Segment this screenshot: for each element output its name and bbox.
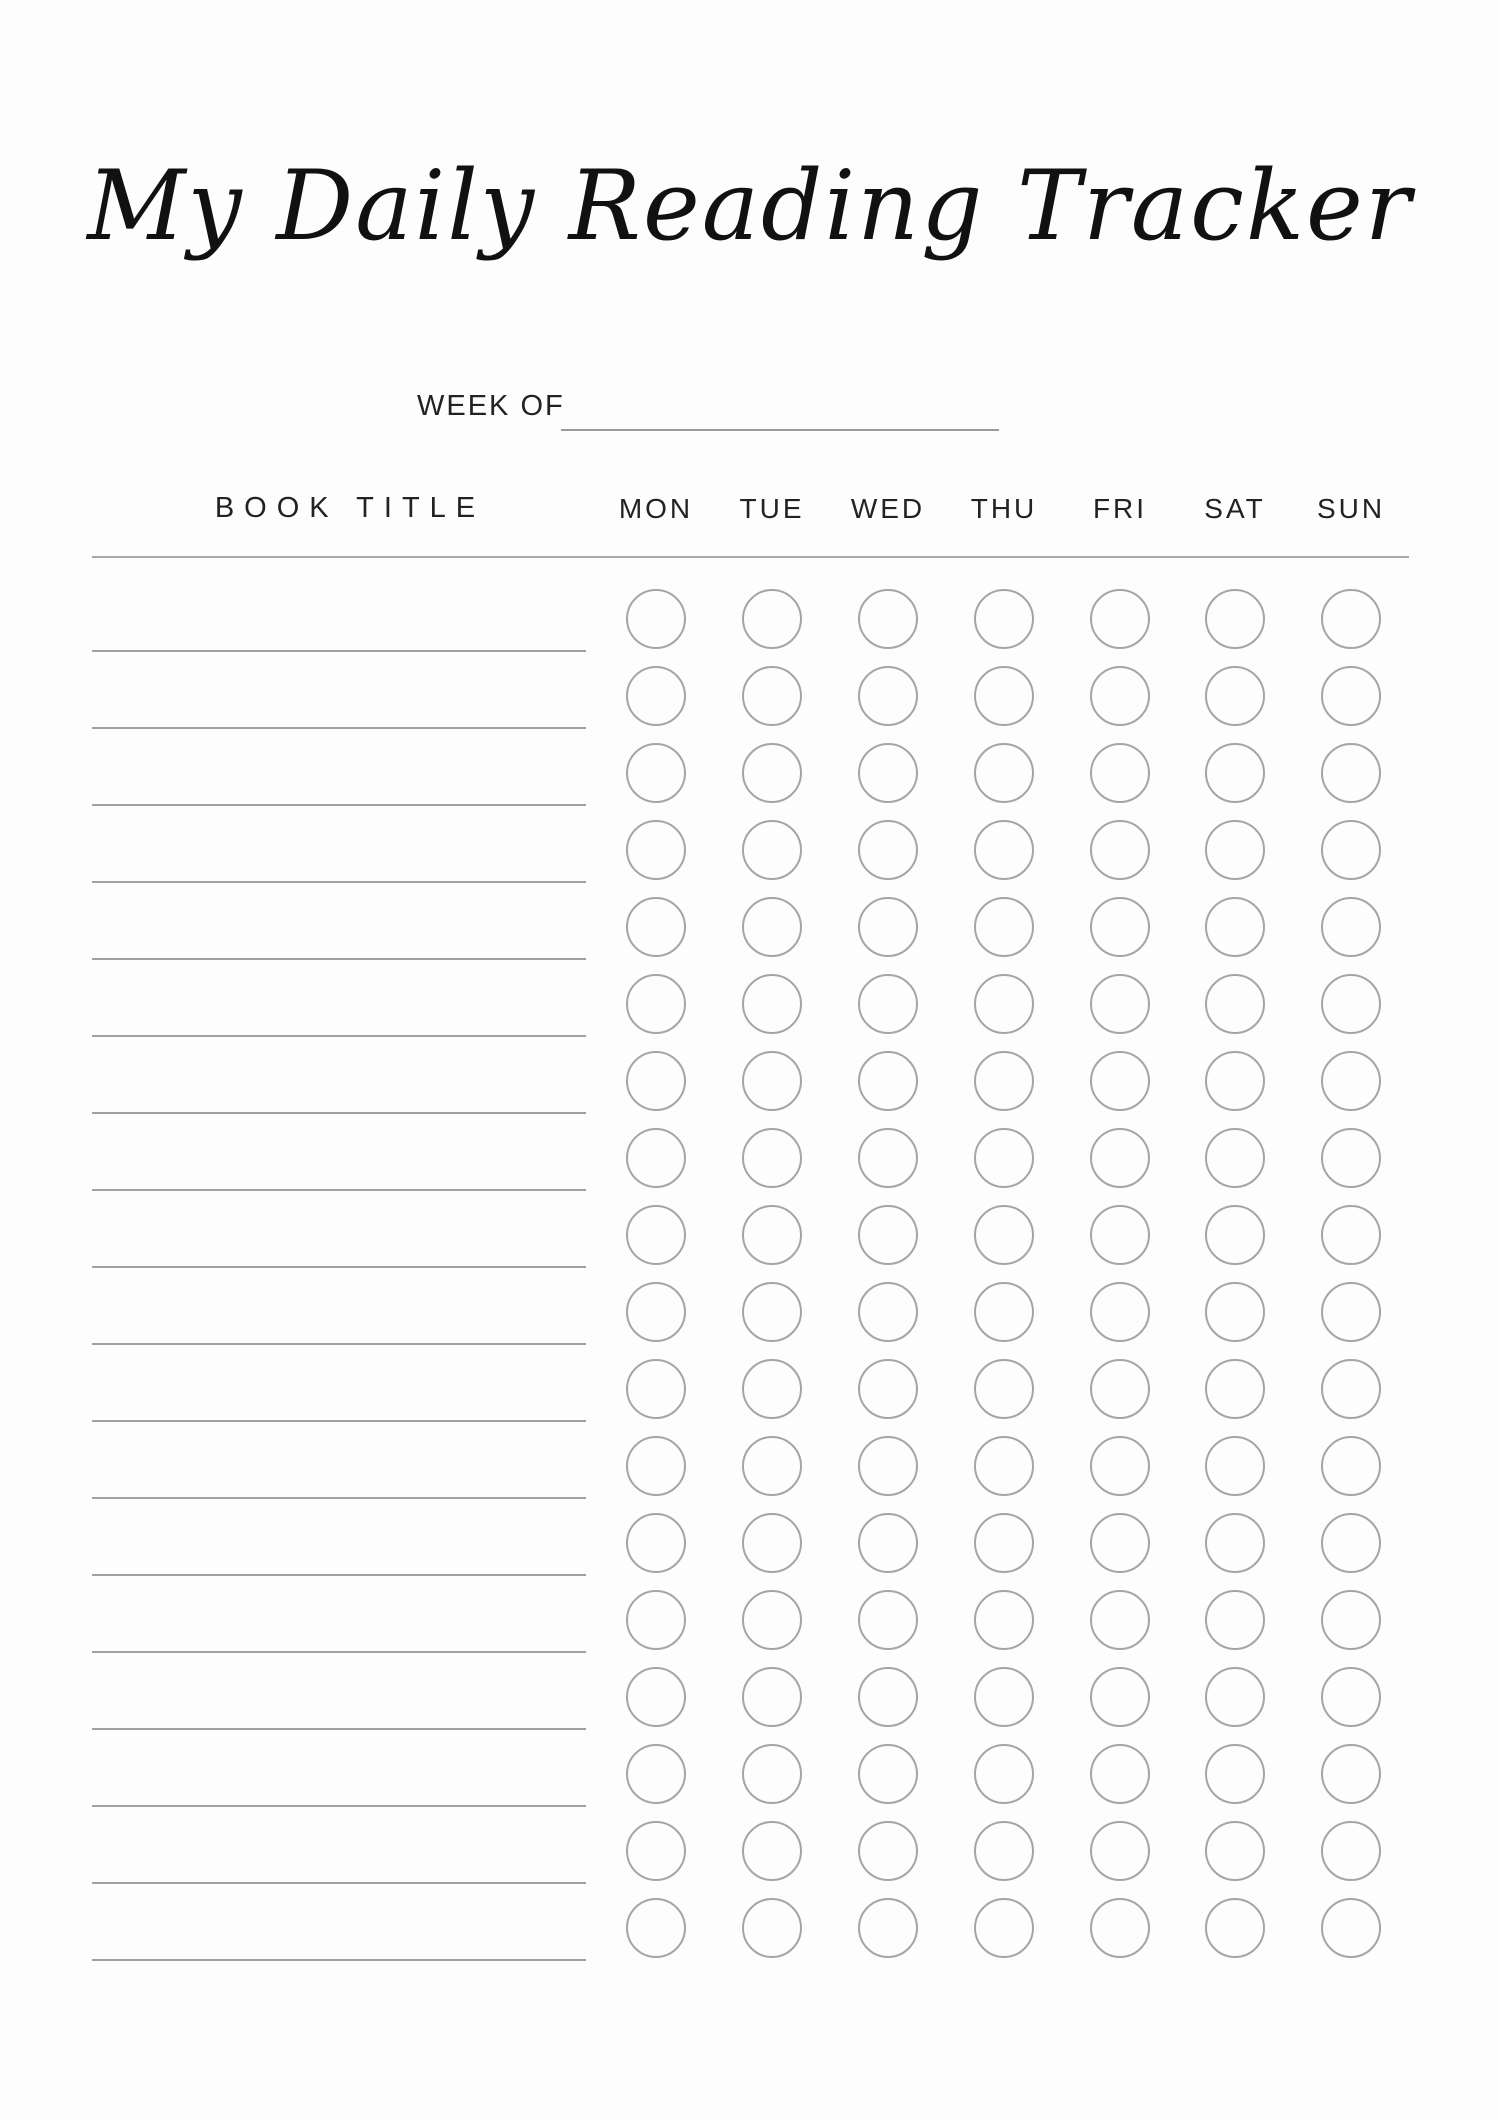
day-checkbox-sun[interactable] — [1321, 1513, 1381, 1573]
day-checkbox-tue[interactable] — [742, 1205, 802, 1265]
day-checkbox-sat[interactable] — [1205, 1590, 1265, 1650]
day-checkbox-fri[interactable] — [1090, 1513, 1150, 1573]
day-checkbox-sat[interactable] — [1205, 666, 1265, 726]
day-checkbox-wed[interactable] — [858, 1282, 918, 1342]
week-of-label: WEEK OF — [417, 390, 565, 422]
day-checkbox-thu[interactable] — [974, 666, 1034, 726]
day-checkbox-sun[interactable] — [1321, 897, 1381, 957]
book-title-line[interactable] — [92, 1420, 586, 1422]
day-header-fri: FRI — [1092, 493, 1148, 524]
day-checkbox-fri[interactable] — [1090, 1898, 1150, 1958]
book-title-line[interactable] — [92, 1805, 586, 1807]
day-checkbox-sat[interactable] — [1205, 1667, 1265, 1727]
book-title-line[interactable] — [92, 1574, 586, 1576]
day-checkbox-mon[interactable] — [626, 897, 686, 957]
day-checkbox-tue[interactable] — [742, 974, 802, 1034]
book-title-line[interactable] — [92, 1112, 586, 1114]
book-title-line[interactable] — [92, 1343, 586, 1345]
day-checkbox-sun[interactable] — [1321, 974, 1381, 1034]
day-checkbox-sat[interactable] — [1205, 1513, 1265, 1573]
day-checkbox-tue[interactable] — [742, 743, 802, 803]
day-checkbox-sun[interactable] — [1321, 1590, 1381, 1650]
day-checkbox-mon[interactable] — [626, 1898, 686, 1958]
day-checkbox-mon[interactable] — [626, 1821, 686, 1881]
day-checkbox-thu[interactable] — [974, 1513, 1034, 1573]
day-checkbox-thu[interactable] — [974, 1744, 1034, 1804]
page-title: My Daily Reading Tracker — [87, 150, 1413, 262]
header-divider — [92, 556, 1409, 558]
day-checkbox-sat[interactable] — [1205, 1436, 1265, 1496]
day-checkbox-fri[interactable] — [1090, 1205, 1150, 1265]
book-title-line[interactable] — [92, 650, 586, 652]
day-checkbox-sat[interactable] — [1205, 589, 1265, 649]
book-title-line[interactable] — [92, 1035, 586, 1037]
day-checkbox-fri[interactable] — [1090, 1436, 1150, 1496]
day-checkbox-fri[interactable] — [1090, 1128, 1150, 1188]
day-checkbox-tue[interactable] — [742, 1590, 802, 1650]
day-checkbox-thu[interactable] — [974, 1590, 1034, 1650]
day-checkbox-thu[interactable] — [974, 743, 1034, 803]
day-checkbox-mon[interactable] — [626, 1359, 686, 1419]
day-checkbox-wed[interactable] — [858, 1051, 918, 1111]
day-checkbox-wed[interactable] — [858, 897, 918, 957]
day-checkbox-mon[interactable] — [626, 820, 686, 880]
book-title-line[interactable] — [92, 804, 586, 806]
day-checkbox-sat[interactable] — [1205, 1282, 1265, 1342]
day-header-wed: WED — [850, 493, 926, 524]
day-checkbox-fri[interactable] — [1090, 897, 1150, 957]
day-checkbox-mon[interactable] — [626, 1436, 686, 1496]
book-title-line[interactable] — [92, 1651, 586, 1653]
day-checkbox-sun[interactable] — [1321, 1744, 1381, 1804]
day-checkbox-tue[interactable] — [742, 1744, 802, 1804]
book-title-line[interactable] — [92, 1266, 586, 1268]
book-title-line[interactable] — [92, 1959, 586, 1961]
day-checkbox-wed[interactable] — [858, 1513, 918, 1573]
day-checkbox-tue[interactable] — [742, 1051, 802, 1111]
day-checkbox-sun[interactable] — [1321, 1128, 1381, 1188]
day-checkbox-wed[interactable] — [858, 820, 918, 880]
day-checkbox-wed[interactable] — [858, 589, 918, 649]
day-checkbox-sat[interactable] — [1205, 1898, 1265, 1958]
day-checkbox-thu[interactable] — [974, 820, 1034, 880]
day-checkbox-mon[interactable] — [626, 1282, 686, 1342]
day-checkbox-fri[interactable] — [1090, 1051, 1150, 1111]
book-title-line[interactable] — [92, 1189, 586, 1191]
day-checkbox-tue[interactable] — [742, 1898, 802, 1958]
day-checkbox-sat[interactable] — [1205, 1359, 1265, 1419]
day-checkbox-tue[interactable] — [742, 666, 802, 726]
day-checkbox-fri[interactable] — [1090, 1821, 1150, 1881]
day-header-tue: TUE — [739, 493, 805, 524]
day-checkbox-mon[interactable] — [626, 1128, 686, 1188]
day-checkbox-fri[interactable] — [1090, 1359, 1150, 1419]
day-checkbox-fri[interactable] — [1090, 1667, 1150, 1727]
day-checkbox-sun[interactable] — [1321, 1051, 1381, 1111]
day-checkbox-tue[interactable] — [742, 1436, 802, 1496]
day-checkbox-sat[interactable] — [1205, 743, 1265, 803]
day-checkbox-tue[interactable] — [742, 1128, 802, 1188]
day-checkbox-thu[interactable] — [974, 1898, 1034, 1958]
day-checkbox-tue[interactable] — [742, 1821, 802, 1881]
day-checkbox-sat[interactable] — [1205, 897, 1265, 957]
day-checkbox-sun[interactable] — [1321, 743, 1381, 803]
day-checkbox-fri[interactable] — [1090, 1590, 1150, 1650]
day-header-mon: MON — [618, 493, 694, 524]
day-checkbox-fri[interactable] — [1090, 1744, 1150, 1804]
day-checkbox-thu[interactable] — [974, 1667, 1034, 1727]
book-title-header: BOOK TITLE — [214, 492, 486, 524]
day-checkbox-thu[interactable] — [974, 1359, 1034, 1419]
week-of-field[interactable] — [561, 429, 999, 431]
day-header-sun: SUN — [1316, 493, 1386, 524]
day-checkbox-sun[interactable] — [1321, 589, 1381, 649]
day-checkbox-sun[interactable] — [1321, 1667, 1381, 1727]
day-checkbox-fri[interactable] — [1090, 589, 1150, 649]
day-checkbox-mon[interactable] — [626, 589, 686, 649]
day-checkbox-thu[interactable] — [974, 1436, 1034, 1496]
day-checkbox-sun[interactable] — [1321, 666, 1381, 726]
day-checkbox-tue[interactable] — [742, 1282, 802, 1342]
day-checkbox-tue[interactable] — [742, 820, 802, 880]
day-checkbox-tue[interactable] — [742, 1513, 802, 1573]
day-checkbox-wed[interactable] — [858, 1128, 918, 1188]
day-checkbox-thu[interactable] — [974, 1282, 1034, 1342]
day-checkbox-sat[interactable] — [1205, 1744, 1265, 1804]
day-checkbox-wed[interactable] — [858, 1667, 918, 1727]
day-checkbox-sun[interactable] — [1321, 1359, 1381, 1419]
day-checkbox-wed[interactable] — [858, 1205, 918, 1265]
day-checkbox-mon[interactable] — [626, 1590, 686, 1650]
book-title-line[interactable] — [92, 1497, 586, 1499]
day-checkbox-sat[interactable] — [1205, 974, 1265, 1034]
book-title-line[interactable] — [92, 1882, 586, 1884]
book-title-line[interactable] — [92, 727, 586, 729]
book-title-line[interactable] — [92, 881, 586, 883]
day-checkbox-wed[interactable] — [858, 666, 918, 726]
day-checkbox-mon[interactable] — [626, 1744, 686, 1804]
day-checkbox-sun[interactable] — [1321, 1436, 1381, 1496]
day-checkbox-wed[interactable] — [858, 1359, 918, 1419]
day-checkbox-thu[interactable] — [974, 897, 1034, 957]
day-checkbox-fri[interactable] — [1090, 743, 1150, 803]
day-checkbox-thu[interactable] — [974, 1051, 1034, 1111]
day-checkbox-mon[interactable] — [626, 743, 686, 803]
day-checkbox-mon[interactable] — [626, 974, 686, 1034]
book-title-line[interactable] — [92, 958, 586, 960]
day-checkbox-tue[interactable] — [742, 1359, 802, 1419]
day-checkbox-sat[interactable] — [1205, 1051, 1265, 1111]
day-checkbox-sat[interactable] — [1205, 820, 1265, 880]
day-checkbox-sat[interactable] — [1205, 1128, 1265, 1188]
day-checkbox-fri[interactable] — [1090, 666, 1150, 726]
day-checkbox-wed[interactable] — [858, 1898, 918, 1958]
day-checkbox-sun[interactable] — [1321, 1898, 1381, 1958]
day-checkbox-sat[interactable] — [1205, 1821, 1265, 1881]
day-header-thu: THU — [970, 493, 1038, 524]
day-checkbox-wed[interactable] — [858, 743, 918, 803]
day-checkbox-thu[interactable] — [974, 1128, 1034, 1188]
day-checkbox-fri[interactable] — [1090, 974, 1150, 1034]
day-checkbox-wed[interactable] — [858, 1821, 918, 1881]
day-checkbox-thu[interactable] — [974, 1821, 1034, 1881]
day-checkbox-mon[interactable] — [626, 1513, 686, 1573]
day-header-sat: SAT — [1204, 493, 1266, 524]
day-checkbox-tue[interactable] — [742, 1667, 802, 1727]
book-title-line[interactable] — [92, 1728, 586, 1730]
day-checkbox-sun[interactable] — [1321, 1205, 1381, 1265]
day-checkbox-mon[interactable] — [626, 1667, 686, 1727]
day-checkbox-thu[interactable] — [974, 974, 1034, 1034]
day-checkbox-fri[interactable] — [1090, 820, 1150, 880]
day-checkbox-mon[interactable] — [626, 1205, 686, 1265]
day-checkbox-sat[interactable] — [1205, 1205, 1265, 1265]
day-checkbox-sun[interactable] — [1321, 1282, 1381, 1342]
day-checkbox-mon[interactable] — [626, 666, 686, 726]
day-checkbox-wed[interactable] — [858, 974, 918, 1034]
day-checkbox-tue[interactable] — [742, 589, 802, 649]
day-checkbox-thu[interactable] — [974, 589, 1034, 649]
day-checkbox-mon[interactable] — [626, 1051, 686, 1111]
day-checkbox-wed[interactable] — [858, 1590, 918, 1650]
day-checkbox-tue[interactable] — [742, 897, 802, 957]
day-checkbox-wed[interactable] — [858, 1744, 918, 1804]
day-checkbox-wed[interactable] — [858, 1436, 918, 1496]
day-checkbox-thu[interactable] — [974, 1205, 1034, 1265]
day-checkbox-sun[interactable] — [1321, 820, 1381, 880]
day-checkbox-fri[interactable] — [1090, 1282, 1150, 1342]
day-checkbox-sun[interactable] — [1321, 1821, 1381, 1881]
